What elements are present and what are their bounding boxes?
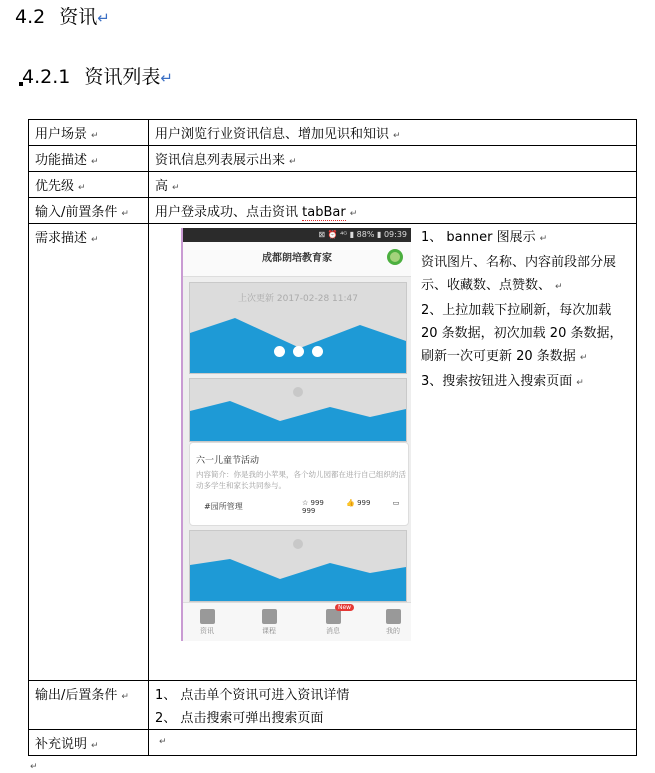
banner-image-icon: [190, 313, 406, 373]
favorite-stat[interactable]: ☆ 999: [302, 499, 324, 507]
desc-item-1-detail: 资讯图片、名称、内容前段部分展示、收藏数、点赞数、 ↵: [421, 255, 617, 293]
table-row: 输出/后置条件 ↵ 1、 点击单个资讯可进入资讯详情 2、 点击搜索可弹出搜索页面: [29, 681, 637, 730]
news-summary: 内容简介：你是我的小苹果，各个幼儿园都在进行自己组织的活动多学生和家长共同参与。: [196, 470, 406, 490]
news-image-card[interactable]: [189, 378, 407, 442]
comment-stat[interactable]: ▭ 999: [302, 499, 400, 515]
app-screenshot: [181, 228, 411, 641]
requirement-table: [28, 119, 637, 756]
desc-item-2: 2、上拉加载下拉刷新，每次加载 20 条数据，初次加载 20 条数据，刷新一次可更新 20 条数据 ↵: [421, 303, 623, 364]
news-image-icon: [190, 555, 406, 601]
tab-mine[interactable]: [373, 609, 411, 636]
row-label: 优先级: [35, 179, 75, 194]
row-value: 资讯信息列表展示出来: [155, 153, 286, 168]
comment-count: 999: [302, 507, 316, 515]
row-label: 功能描述: [35, 153, 88, 168]
refresh-text: 上次更新 2017-02-28 11:47: [238, 294, 358, 304]
like-stat[interactable]: 👍 999: [346, 499, 371, 507]
tab-label: 我的: [386, 627, 400, 635]
desc-item-1: 1、 banner 图展示 ↵: [421, 230, 548, 245]
news-image-card[interactable]: [189, 530, 407, 602]
banner-card[interactable]: [189, 282, 407, 374]
search-icon[interactable]: [387, 249, 403, 265]
heading-text: 资讯: [59, 6, 98, 28]
news-tag: #园所管理: [204, 502, 243, 511]
row-label: 用户场景: [35, 127, 88, 142]
return-icon: ↵: [160, 69, 173, 87]
carousel-dots: [190, 346, 406, 361]
row-label: 补充说明: [35, 737, 88, 752]
news-image-icon: [190, 399, 406, 441]
row-value: 用户浏览行业资讯信息、增加见识和知识: [155, 127, 390, 142]
heading-text: 资讯列表: [84, 66, 161, 88]
row-value: 高: [155, 179, 169, 194]
bottom-tab-bar: [183, 602, 411, 641]
tab-news[interactable]: [187, 609, 227, 636]
loading-dot-icon: [293, 387, 303, 397]
row-label: 需求描述: [35, 231, 88, 246]
requirement-description: [421, 226, 631, 395]
section-heading-4-2: [15, 2, 110, 29]
requirement-description-cell: [149, 224, 636, 680]
section-heading-4-2-1: [22, 62, 173, 89]
paragraph-mark: ↵: [30, 762, 38, 772]
table-row: 补充说明 ↵ ↵: [29, 730, 637, 756]
desc-item-3: 3、搜索按钮进入搜索页面 ↵: [421, 374, 584, 389]
news-list-item[interactable]: [189, 442, 409, 526]
output-item-1: 1、 点击单个资讯可进入资讯详情: [155, 688, 350, 703]
tab-course[interactable]: [249, 609, 289, 636]
tab-message[interactable]: [313, 604, 353, 636]
loading-dot-icon: [293, 539, 303, 549]
row-label: 输入/前置条件: [35, 205, 118, 220]
app-title: 成都朗培教育家: [262, 253, 332, 264]
desc-text: 2、上拉加载下拉刷新，每次加载 20 条数据，初次加载 20 条数据，刷新一次可更新 20 条数据: [421, 303, 623, 364]
output-item-2: 2、 点击搜索可弹出搜索页面: [155, 711, 324, 726]
like-count: 999: [357, 499, 371, 507]
table-row: 输入/前置条件 ↵ 用户登录成功、点击资讯 tabBar ↵: [29, 198, 637, 224]
table-row: 需求描述 ↵ ⊠ ⏰ ⁴ᴳ ▮ 88% ▮ 09:39 成都朗培教育家 上次更新 2017-02-28 11:47 六一儿童节活动 内容简介：你是我的小苹果，各个幼儿园都在进行自己组织的活动多学生和家长共同参与。 #园所管理 ☆ 999 👍 999 ▭ 999 资讯 课程 消息 New 我的 1、 banner 图展示 ↵ 资讯图片、名称、内容前段部分展示、收藏数、点赞数、 ↵ 2、上拉加载下拉刷新，每次加载 20 条数据，初次加载 20 条数据，刷新一次可更新 20 条数据 ↵ 3、搜索按钮进入搜索页面 ↵: [29, 224, 637, 681]
favorite-count: 999: [310, 499, 324, 507]
row-value: 用户登录成功、点击资讯: [155, 205, 299, 220]
return-icon: ↵: [97, 9, 110, 27]
app-header: [183, 242, 411, 277]
new-badge: New: [335, 604, 354, 611]
desc-text: 3、搜索按钮进入搜索页面: [421, 374, 573, 389]
tab-label: 消息: [326, 627, 340, 635]
table-row: 用户场景 ↵ 用户浏览行业资讯信息、增加见识和知识 ↵: [29, 120, 637, 146]
news-title: 六一儿童节活动: [196, 456, 260, 466]
desc-text: 1、 banner 图展示: [421, 230, 536, 245]
desc-text: 资讯图片、名称、内容前段部分展示、收藏数、点赞数、: [421, 255, 617, 293]
heading-number: 4.2: [15, 6, 46, 28]
table-row: 功能描述 ↵ 资讯信息列表展示出来 ↵: [29, 146, 637, 172]
status-bar: ⊠ ⏰ ⁴ᴳ ▮ 88% ▮ 09:39: [183, 228, 411, 242]
heading-number: 4.2.1: [22, 66, 71, 88]
code-text: tabBar: [302, 205, 346, 220]
tab-label: 课程: [262, 627, 276, 635]
row-label: 输出/后置条件: [35, 688, 118, 703]
tab-label: 资讯: [200, 627, 214, 635]
news-stats: [302, 499, 408, 515]
table-row: 优先级 ↵ 高 ↵: [29, 172, 637, 198]
